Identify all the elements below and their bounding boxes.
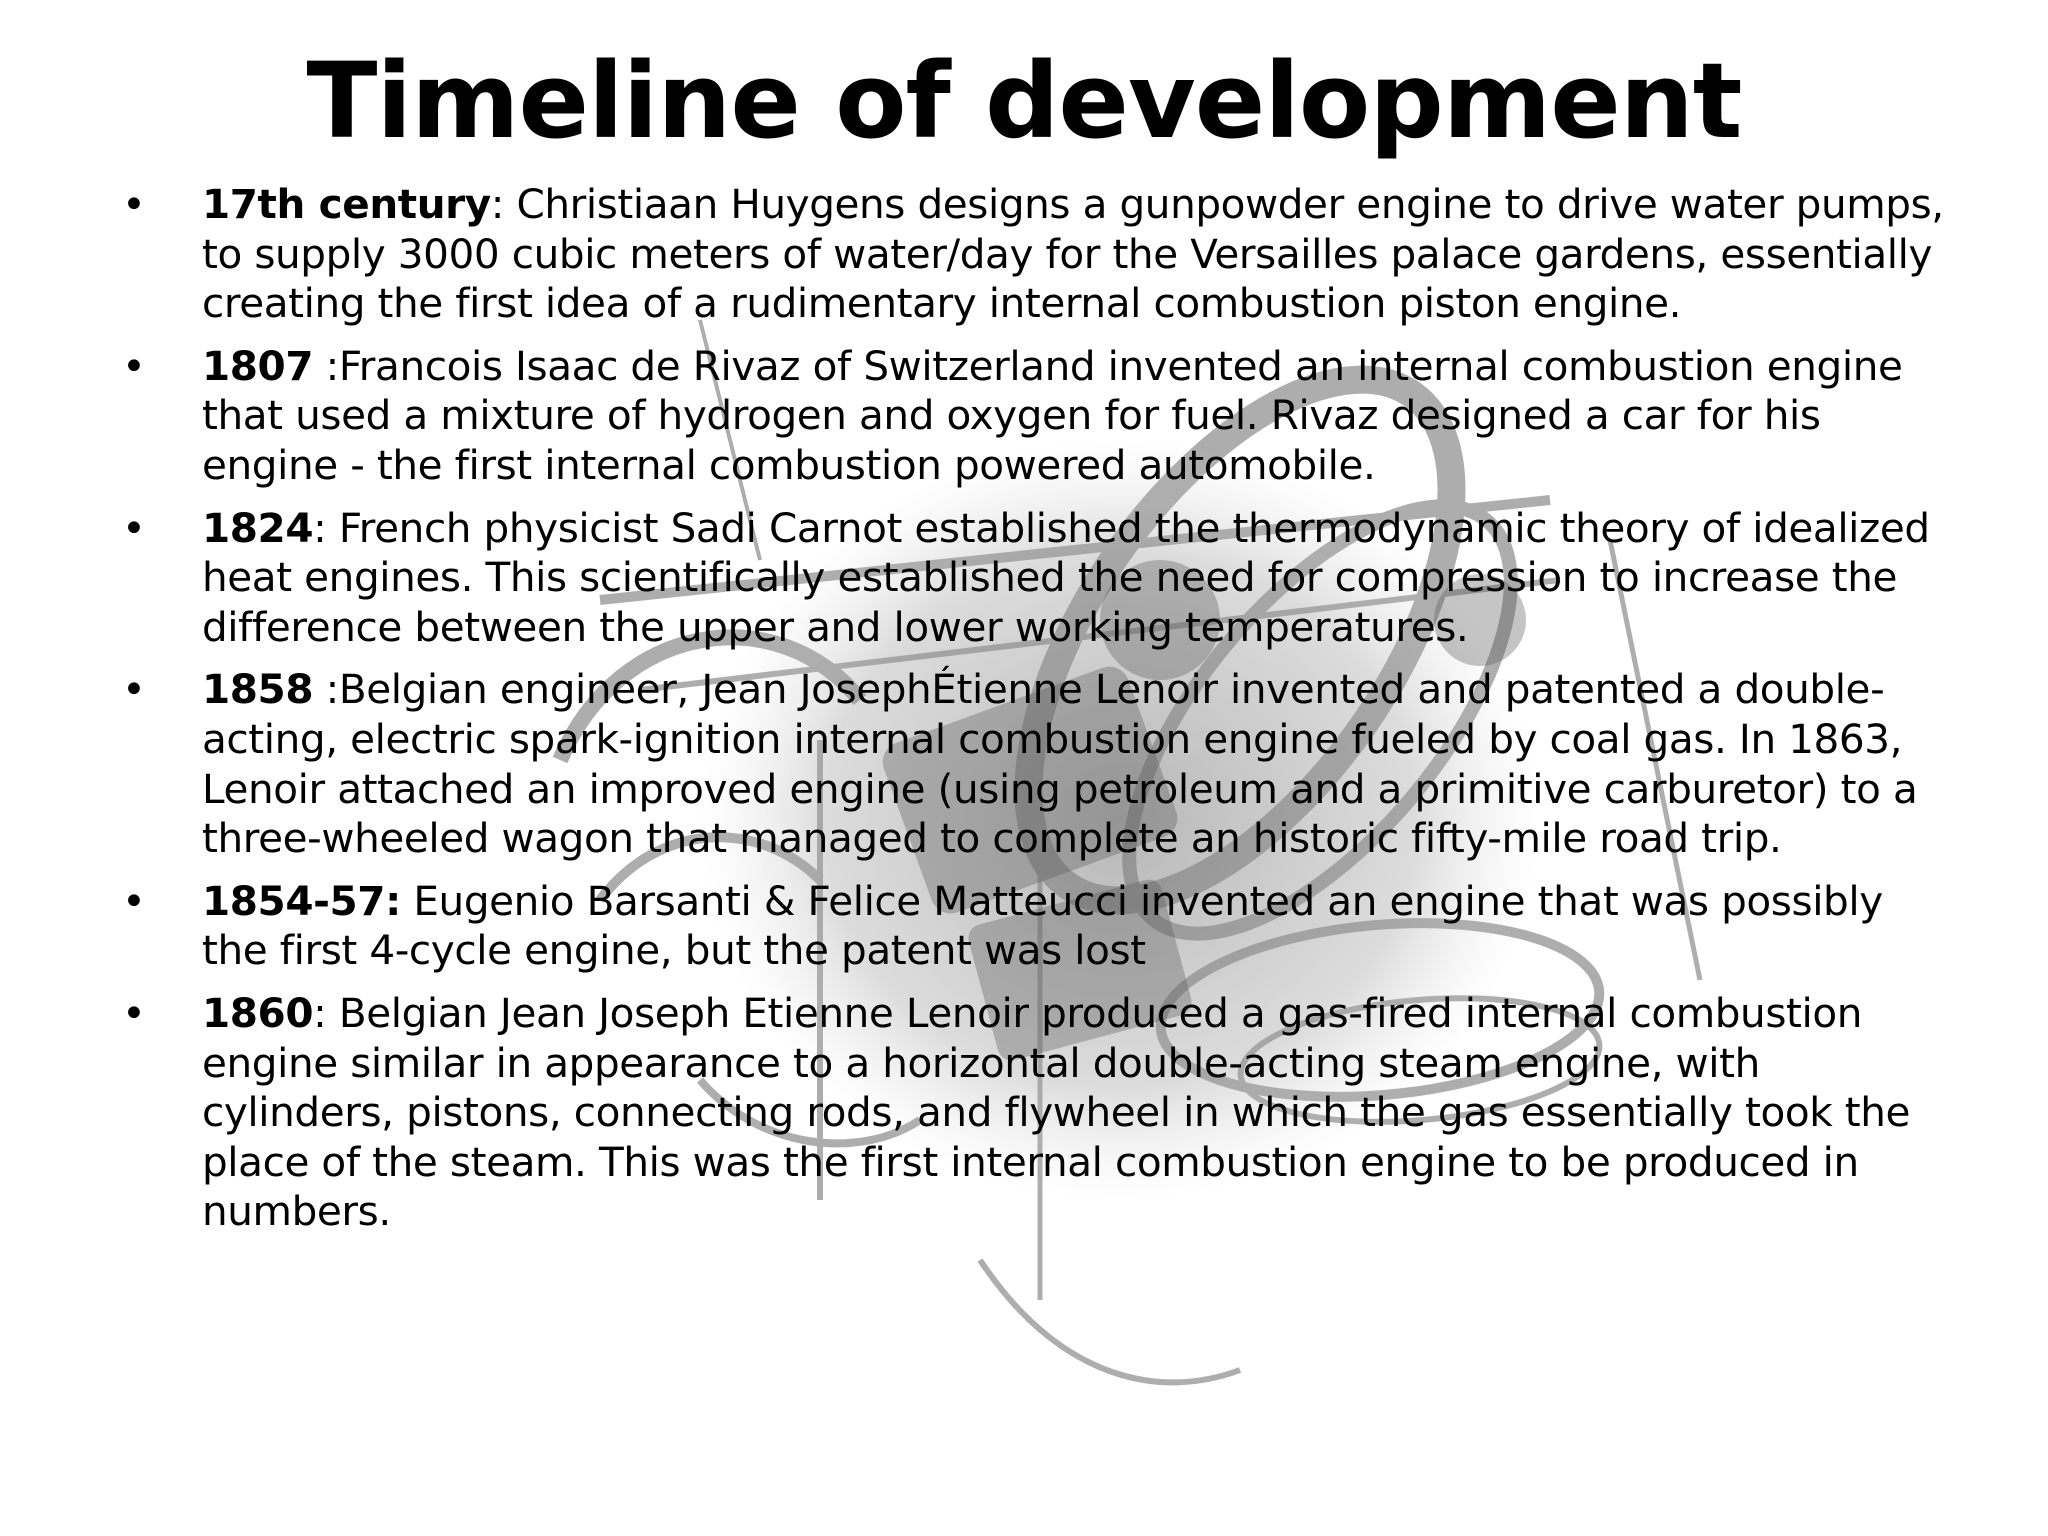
bullet-icon: • bbox=[122, 180, 146, 228]
bullet-icon: • bbox=[122, 988, 146, 1037]
slide-title: Timeline of development bbox=[306, 40, 1742, 162]
timeline-year: 1807 bbox=[202, 341, 314, 390]
bullet-icon: • bbox=[122, 503, 146, 552]
timeline-item-1858 bbox=[122, 665, 1952, 863]
timeline-item-1860 bbox=[122, 989, 1952, 1237]
timeline-text: Eugenio Barsanti & Felice Matteucci invented an engine that was possibly the first 4-cycle engine, but the patent was lost bbox=[202, 876, 1883, 975]
timeline-year: 1824 bbox=[202, 503, 314, 552]
timeline-year: 1858 bbox=[202, 665, 314, 714]
timeline-item-1807 bbox=[122, 342, 1952, 491]
timeline-item-1824 bbox=[122, 504, 1952, 653]
bullet-icon: • bbox=[122, 341, 146, 390]
timeline-year: 17th century bbox=[202, 180, 491, 228]
timeline-year: 1854-57: bbox=[202, 876, 401, 925]
timeline-text: : Belgian Jean Joseph Etienne Lenoir produced a gas-fired internal combustion engine similar in appearance to a horizontal double-acting steam engine, with cylinders, pistons, connecting rods, and flywheel in which the gas essentially took the place of the steam. This was the first internal combustion engine to be produced in numbers. bbox=[202, 988, 1911, 1236]
timeline-text: :Francois Isaac de Rivaz of Switzerland invented an internal combustion engine that used a mixture of hydrogen and oxygen for fuel. Rivaz designed a car for his engine - the first internal combustion powered automobile. bbox=[202, 341, 1903, 489]
bullet-icon: • bbox=[122, 665, 146, 714]
timeline-list bbox=[122, 180, 1952, 1250]
timeline-text: : French physicist Sadi Carnot established the thermodynamic theory of idealized heat engines. This scientifically established the need for compression to increase the difference between the upper and lower working temperatures. bbox=[202, 503, 1930, 651]
timeline-year: 1860 bbox=[202, 988, 314, 1037]
bullet-icon: • bbox=[122, 876, 146, 925]
timeline-item-1854-57 bbox=[122, 877, 1952, 976]
timeline-text: :Belgian engineer, Jean JosephÉtienne Lenoir invented and patented a double-acting, electric spark-ignition internal combustion engine fueled by coal gas. In 1863, Lenoir attached an improved engine (using petroleum and a primitive carburetor) to a three-wheeled wagon that managed to complete an historic fifty-mile road trip. bbox=[202, 665, 1918, 863]
timeline-text: : Christiaan Huygens designs a gunpowder engine to drive water pumps, to supply 3000 cubic meters of water/day for the Versailles palace gardens, essentially creating the first idea of a rudimentary internal combustion piston engine. bbox=[202, 180, 1944, 328]
timeline-item-17th-century bbox=[122, 180, 1952, 329]
